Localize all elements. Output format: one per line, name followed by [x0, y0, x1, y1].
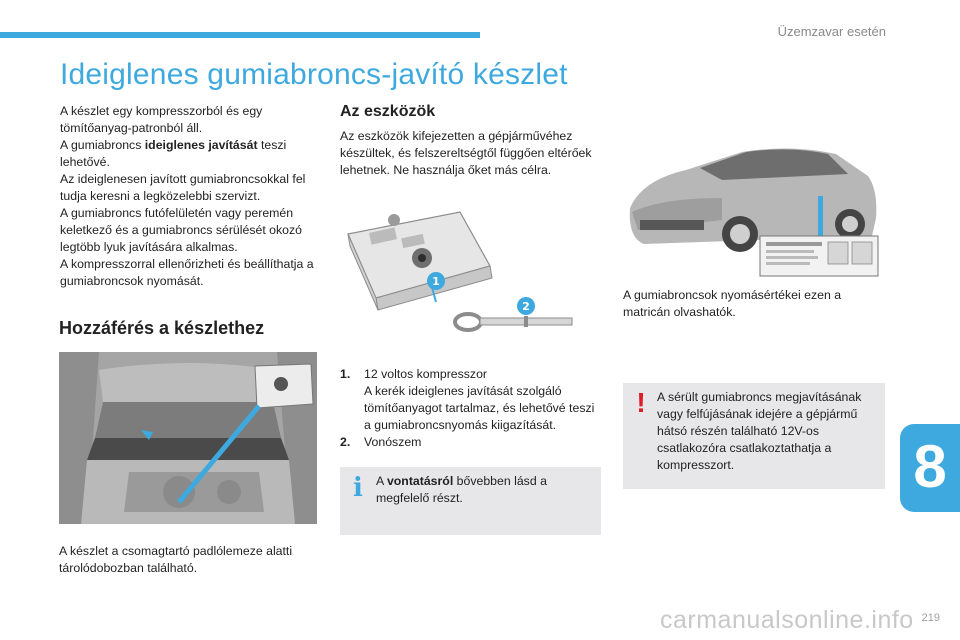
item-line: tömítőanyagot tartalmaz, és lehetővé teszi	[364, 401, 595, 415]
list-item	[340, 434, 602, 451]
trunk-illustration	[59, 352, 317, 524]
item-number: 2.	[340, 435, 351, 449]
caption-line: tárolódobozban található.	[59, 561, 198, 575]
item-number: 1.	[340, 367, 351, 381]
warning-icon: !	[636, 387, 646, 418]
chapter-tab	[900, 424, 960, 512]
info-box	[340, 467, 601, 535]
intro-line: A készlet egy kompresszorból és egy	[60, 104, 263, 118]
intro-line: gumiabroncsok nyomását.	[60, 274, 204, 288]
info-text	[376, 473, 586, 507]
info-text-part: A	[376, 474, 387, 488]
info-line: megfelelő részt.	[376, 491, 463, 505]
page-number: 219	[921, 612, 940, 624]
tools-line: Az eszközök kifejezetten a gépjárművéhez	[340, 129, 573, 143]
intro-line: tömítőanyag-patronból áll.	[60, 121, 203, 135]
caption-line: A készlet a csomagtartó padlólemeze alatti	[59, 544, 293, 558]
item-line: a gumiabroncsnyomás kiigazítását.	[364, 418, 557, 432]
callout-1: 1	[432, 275, 440, 288]
intro-line: tudja keresni a legközelebbi szervizt.	[60, 189, 261, 203]
access-heading: Hozzáférés a készlethez	[59, 318, 265, 338]
intro-line: lehetővé.	[60, 155, 110, 169]
callout-2: 2	[522, 300, 530, 313]
intro-line: A gumiabroncs futófelületén vagy peremén	[60, 206, 294, 220]
warning-box	[623, 383, 885, 489]
repair-kit-illustration	[340, 206, 598, 340]
intro-line: legtöbb lyuk javítására alkalmas.	[60, 240, 238, 254]
intro-text: teszi	[257, 138, 287, 152]
warning-line: vagy felfújásának idejére a gépjármű	[657, 407, 858, 421]
header-accent-bar	[0, 32, 480, 38]
tools-line: lehetnek. Ne használja őket más célra.	[340, 163, 552, 177]
item-line: 12 voltos kompresszor	[364, 367, 488, 381]
warning-line: hátsó részén található 12V-os	[657, 424, 820, 438]
info-icon: i	[353, 473, 363, 503]
car-caption	[623, 287, 885, 321]
info-text-part: bővebben lásd a	[453, 474, 547, 488]
chapter-title: Üzemzavar esetén	[777, 24, 886, 39]
tools-heading: Az eszközök	[340, 103, 436, 120]
warning-line: kompresszort.	[657, 458, 735, 472]
intro-line: A kompresszorral ellenőrizheti és beállíthatja a	[60, 257, 314, 271]
access-caption	[59, 543, 321, 577]
item-line: A kerék ideiglenes javítását szolgáló	[364, 384, 562, 398]
intro-line: keletkező és a gumiabroncs sérülését okozó	[60, 223, 302, 237]
info-line	[376, 473, 586, 490]
caption-line: matricán olvashatók.	[623, 305, 736, 319]
info-link-text: vontatásról	[386, 474, 454, 488]
intro-text: A gumiabroncs	[60, 138, 145, 152]
caption-line: A gumiabroncsok nyomásértékei ezen a	[623, 288, 842, 302]
intro-paragraph	[60, 103, 322, 290]
tools-paragraph	[340, 128, 602, 179]
watermark: carmanualsonline.info	[660, 606, 914, 634]
intro-line: Az ideiglenesen javított gumiabroncsokkal fel	[60, 172, 306, 186]
tools-list	[340, 366, 602, 451]
intro-emphasis: ideiglenes javítását	[144, 138, 258, 152]
warning-line: csatlakozóra csatlakoztathatja a	[657, 441, 832, 455]
warning-line: A sérült gumiabroncs megjavításának	[657, 390, 862, 404]
page-title: Ideiglenes gumiabroncs-javító készlet	[60, 58, 568, 91]
tools-line: készültek, és felszereltségtől függően eltérőek	[340, 146, 592, 160]
chapter-number: 8	[913, 433, 947, 500]
intro-line	[60, 137, 322, 154]
list-item	[340, 366, 602, 434]
item-line: Vonószem	[364, 435, 422, 449]
car-illustration	[622, 140, 884, 284]
warning-text	[657, 389, 875, 474]
